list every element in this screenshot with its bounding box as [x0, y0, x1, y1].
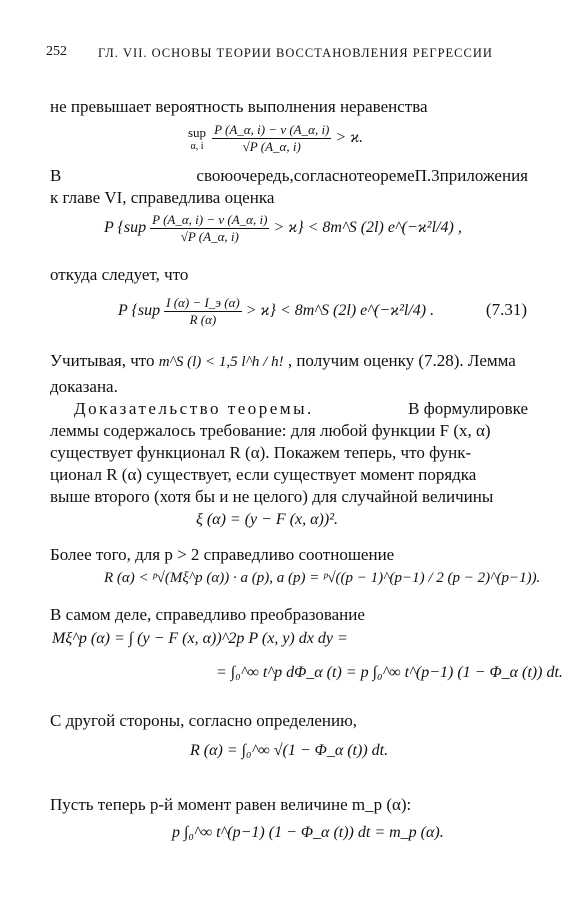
text-line: к главе VI, справедлива оценка [50, 188, 275, 207]
text-line: выше второго (хотя бы и не целого) для случайной величины [50, 487, 494, 506]
text-line: доказана. [50, 377, 118, 396]
page-number: 252 [46, 44, 67, 59]
formula-mp: p ∫₀^∞ t^(p−1) (1 − Φ_α (t)) dt = m_p (α). [172, 824, 444, 841]
text-line: Доказательство теоремы. В формулировке [74, 399, 528, 418]
text-line: Пусть теперь p-й момент равен величине m_p (α): [50, 795, 412, 814]
text-line: В самом деле, справедливо преобразование [50, 605, 365, 624]
equation-number: (7.31) [485, 300, 527, 319]
formula-r-def: R (α) = ∫₀^∞ √(1 − Φ_α (t)) dt. [190, 742, 389, 759]
formula-bound-2: P {sup $\frac{I (\alpha) - I\_э (\alpha)}{R (\alpha)}$ > ϰ} < 8m^S (2l) e^(−ϰ²l/4) . [118, 295, 435, 327]
text-line: Более того, для p > 2 справедливо соотношение [50, 545, 395, 564]
text-line: Учитывая, что m^S (l) < 1,5 l^h / h! , получим оценку (7.28). Лемма [50, 351, 516, 370]
text-line: существует функционал R (α). Покажем теперь, что функ- [50, 443, 472, 462]
formula-sup-ratio: sup α, i $\frac{P (A\_\alpha, i) - \nu (A\_\alpha, i)}{√P (A\_\alpha, i)}$ > ϰ. [188, 122, 364, 154]
text-line: В своюочередь,согласнотеоремеП.3приложения [50, 166, 528, 185]
text-line: С другой стороны, согласно определению, [50, 711, 358, 730]
text-line: откуда следует, что [50, 265, 189, 284]
running-title: ГЛ. VII. ОСНОВЫ ТЕОРИИ ВОССТАНОВЛЕНИЯ РЕГРЕССИИ [98, 46, 493, 60]
formula-r-bound: R (α) < ᵖ√(Mξ^p (α)) · a (p), a (p) = ᵖ√((p − 1)^(p−1) / 2 (p − 2)^(p−1)). [104, 570, 541, 586]
formula-bound-1: P {sup $\frac{P (A\_\alpha, i) - \nu (A\_\alpha, i)}{√P (A\_\alpha, i)}$ > ϰ} < 8m^S (2l) e^(−ϰ²l/4) , [104, 212, 462, 244]
formula-xi: ξ (α) = (y − F (x, α))². [196, 511, 338, 528]
formula-moment: Mξ^p (α) = ∫ (y − F (x, α))^2p P (x, y) dx dy = [52, 630, 348, 647]
text-line: не превышает вероятность выполнения неравенства [50, 97, 428, 116]
formula-moment-integral: = ∫₀^∞ t^p dΦ_α (t) = p ∫₀^∞ t^(p−1) (1 − Φ_α (t)) dt. [216, 664, 563, 681]
text-line: леммы содержалось требование: для любой функции F (x, α) [50, 421, 491, 440]
text-line: ционал R (α) существует, если существует момент порядка [50, 465, 477, 484]
